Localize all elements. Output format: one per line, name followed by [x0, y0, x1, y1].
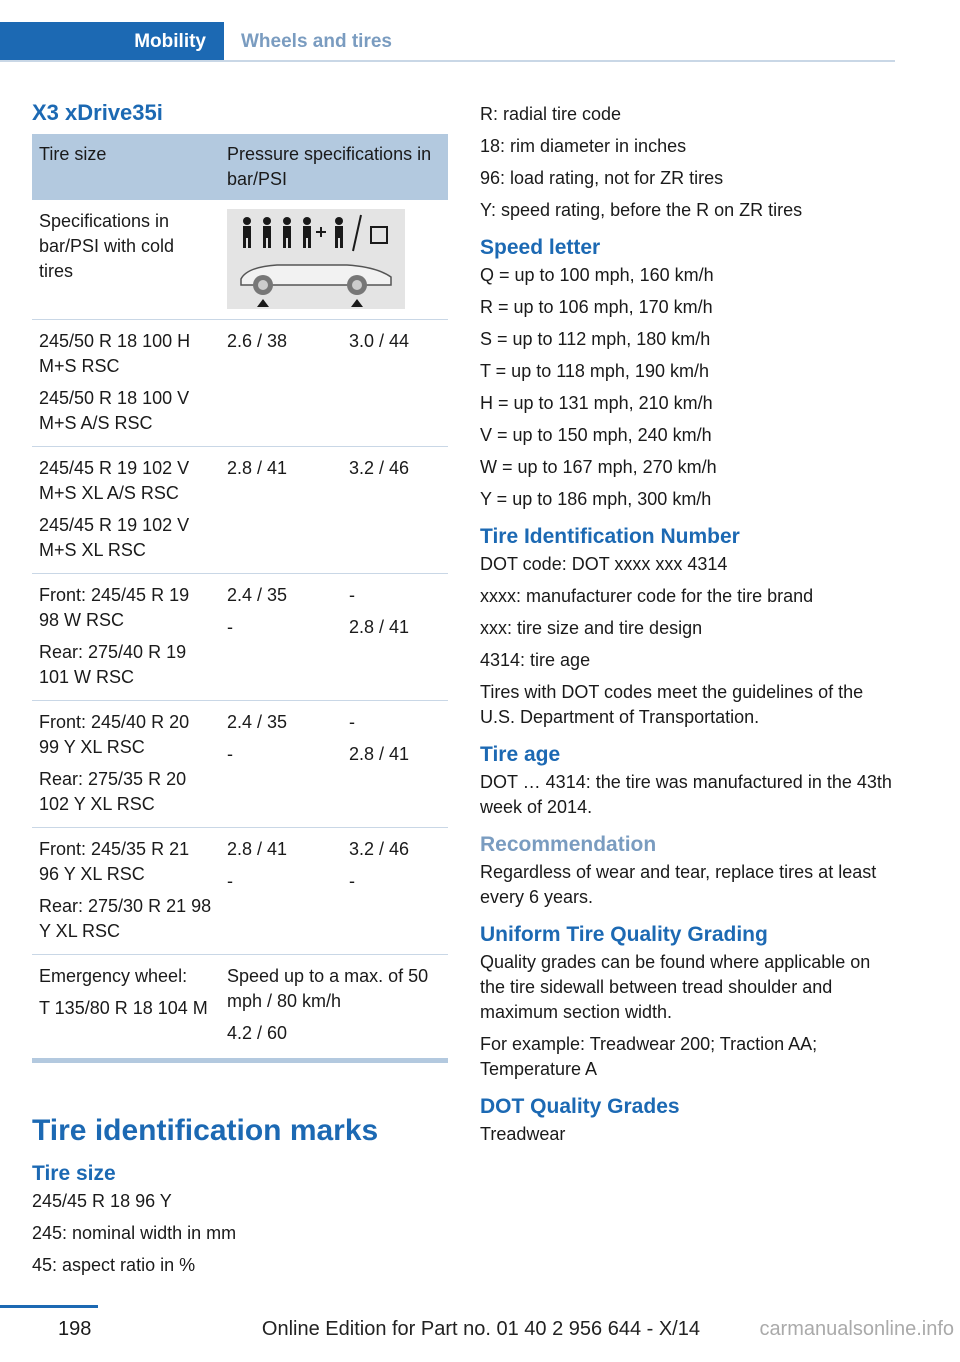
table-row: 245/45 R 19 102 V M+S XL A/S RSC 245/45 R 19 102 V M+S XL RSC 2.8 / 41 3.2 / 46: [32, 447, 448, 574]
spec-label: Specifications in bar/PSI with cold tires: [32, 200, 220, 320]
tire-age-line: DOT … 4314: the tire was manufactured in the 43th week of 2014.: [480, 772, 892, 817]
table-row-emergency: Emergency wheel: T 135/80 R 18 104 M Speed up to a max. of 50 mph / 80 km/h 4.2 / 60: [39, 966, 429, 1043]
tire-size-line: 245/45 R 18 96 Y: [32, 1191, 172, 1211]
right-column: [480, 102, 900, 1157]
left-column: [32, 98, 448, 1285]
code-line: 96: load rating, not for ZR tires: [480, 168, 724, 188]
table-row: Front: 245/45 R 19 98 W RSC Rear: 275/40 R 19 101 W RSC 2.4 / 35 - - 2.8 / 41: [32, 574, 448, 701]
table-row: Front: 245/35 R 21 96 Y XL RSC Rear: 275/30 R 21 98 Y XL RSC 2.8 / 41 - 3.2 / 46 -: [32, 828, 448, 955]
col-pressure: Pressure specifications in bar/PSI: [220, 134, 448, 200]
edition-text: Online Edition for Part no. 01 40 2 956 644 - X/14: [261, 1318, 700, 1340]
speed-line: S = up to 112 mph, 180 km/h: [480, 329, 711, 349]
tire-size-heading: Tire size: [32, 1162, 116, 1185]
tire-identification-marks-heading: Tire identification marks: [32, 1114, 379, 1147]
load-diagram-cell: [220, 200, 448, 320]
speed-line: Y = up to 186 mph, 300 km/h: [480, 489, 712, 509]
tin-line: xxx: tire size and tire design: [480, 618, 703, 638]
utqg-line: Quality grades can be found where applicable on the tire sidewall between tread shoulder and maximum section width.: [480, 952, 871, 1022]
recommendation-line: Regardless of wear and tear, replace tires at least every 6 years.: [480, 862, 877, 907]
speed-line: Q = up to 100 mph, 160 km/h: [480, 265, 714, 285]
page-number: 198: [58, 1318, 92, 1340]
vehicle-load-icon: [227, 209, 405, 309]
pressure-table: [32, 134, 448, 1056]
speed-line: R = up to 106 mph, 170 km/h: [480, 297, 713, 317]
col-tire-size: Tire size: [32, 134, 220, 200]
tin-line: xxxx: manufacturer code for the tire brand: [480, 586, 814, 606]
tin-line: DOT code: DOT xxxx xxx 4314: [480, 554, 728, 574]
header-divider: [0, 60, 895, 62]
speed-line: V = up to 150 mph, 240 km/h: [480, 425, 712, 445]
tab-wheels-and-tires[interactable]: Wheels and tires: [241, 31, 392, 52]
speed-letter-heading: Speed letter: [480, 236, 601, 259]
table-end-rule: [32, 1058, 448, 1063]
watermark: carmanualsonline.info: [759, 1318, 954, 1340]
footer-rule: [0, 1305, 98, 1308]
tire-age-heading: Tire age: [480, 743, 561, 766]
model-title: X3 xDrive35i: [32, 100, 163, 125]
page-header: [0, 0, 895, 62]
recommendation-heading: Recommendation: [480, 833, 657, 856]
utqg-line: For example: Treadwear 200; Traction AA; Temperature A: [480, 1034, 818, 1079]
speed-line: W = up to 167 mph, 270 km/h: [480, 457, 717, 477]
tire-size-line: 245: nominal width in mm: [32, 1223, 237, 1243]
tin-line: Tires with DOT codes meet the guidelines of the U.S. Department of Transportation.: [480, 682, 864, 727]
speed-line: H = up to 131 mph, 210 km/h: [480, 393, 713, 413]
tin-line: 4314: tire age: [480, 650, 591, 670]
code-line: Y: speed rating, before the R on ZR tires: [480, 200, 803, 220]
dot-quality-grades-heading: DOT Quality Grades: [480, 1095, 680, 1118]
speed-line: T = up to 118 mph, 190 km/h: [480, 361, 709, 381]
dot-line: Treadwear: [480, 1124, 566, 1144]
tab-mobility[interactable]: Mobility: [0, 22, 224, 62]
code-line: R: radial tire code: [480, 104, 622, 124]
utqg-heading: Uniform Tire Quality Grading: [480, 923, 768, 946]
table-row: 245/50 R 18 100 H M+S RSC 245/50 R 18 100 V M+S A/S RSC 2.6 / 38 3.0 / 44: [32, 320, 448, 447]
table-row: Front: 245/40 R 20 99 Y XL RSC Rear: 275/35 R 20 102 Y XL RSC 2.4 / 35 - - 2.8 / 41: [32, 701, 448, 828]
tire-size-line: 45: aspect ratio in %: [32, 1255, 196, 1275]
tin-heading: Tire Identification Number: [480, 525, 740, 548]
code-line: 18: rim diameter in inches: [480, 136, 687, 156]
